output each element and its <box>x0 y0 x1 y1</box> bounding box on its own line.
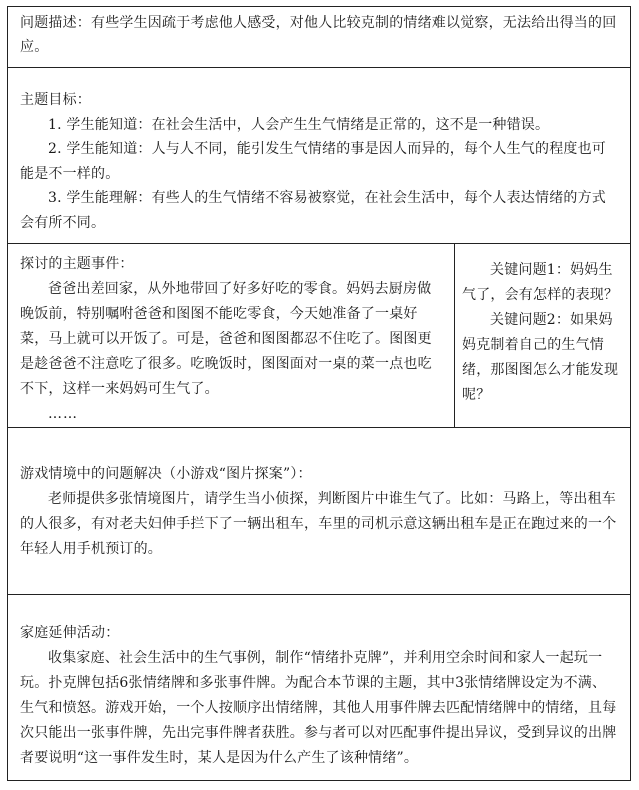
goal-item: 3. 学生能理解：有些人的生气情绪不容易被察觉，在社会生活中，每个人表达情绪的方式会有所不同。 <box>20 190 607 231</box>
row-divider <box>7 243 631 244</box>
row-divider <box>7 594 631 595</box>
goals-title: 主题目标： <box>20 92 91 108</box>
home-cell <box>20 621 620 771</box>
problem-text: 问题描述：有些学生因疏于考虑他人感受，对他人比较克制的情绪难以觉察，无法给出得当的回应。 <box>20 15 617 55</box>
home-title: 家庭延伸活动： <box>20 625 120 641</box>
event-cell <box>20 252 445 427</box>
game-body: 老师提供多张情境图片，请学生当小侦探，判断图片中谁生气了。比如：马路上，等出租车的人很多，有对老夫妇伸手拦下了一辆出租车，车里的司机示意这辆出租车是正在跑过来的一个年轻人用手机预订的。 <box>20 491 617 557</box>
game-title: 游戏情境中的问题解决（小游戏“图片探案”）： <box>20 466 312 482</box>
questions-cell <box>462 258 626 408</box>
key-question: 关键问题2：如果妈妈克制着自己的生气情绪，那图图怎么才能发现呢？ <box>462 312 619 403</box>
event-title: 探讨的主题事件： <box>20 256 134 272</box>
game-cell <box>20 462 620 562</box>
column-divider <box>454 243 455 427</box>
goal-item: 2. 学生能知道：人与人不同，能引发生气情绪的事是因人而异的，每个人生气的程度也可能是不一样的。 <box>20 141 607 182</box>
goals-cell <box>20 88 620 235</box>
goal-item: 1. 学生能知道：在社会生活中，人会产生生气情绪是正常的，这不是一种错误。 <box>48 116 550 133</box>
event-ellipsis: …… <box>48 406 78 422</box>
key-question: 关键问题1：妈妈生气了，会有怎样的表现？ <box>462 262 619 303</box>
event-body: 爸爸出差回家，从外地带回了好多好吃的零食。妈妈去厨房做晚饭前，特别嘱咐爸爸和图图不能吃零食，今天她准备了一桌好菜，马上就可以开饭了。可是，爸爸和图图都忍不住吃了。图图更是趁爸爸不注意吃了很多。吃晚饭时，图图面对一桌的菜一点也吃不下，这样一来妈妈可生气了。 <box>20 281 432 397</box>
row-divider <box>7 67 631 68</box>
row-divider <box>7 427 631 428</box>
problem-cell <box>20 11 620 59</box>
home-body: 收集家庭、社会生活中的生气事例，制作“情绪扑克牌”，并利用空余时间和家人一起玩一玩。扑克牌包括6张情绪牌和多张事件牌。为配合本节课的主题，其中3张情绪牌设定为不满、生气和愤怒。游戏开始，一个人按顺序出情绪牌，其他人用事件牌去匹配情绪牌中的情绪，且每次只能出一张事件牌，先出完事件牌者获胜。参与者可以对匹配事件提出异议，受到异议的出牌者要说明“这一事件发生时，某人是因为什么产生了该种情绪”。 <box>20 650 617 766</box>
